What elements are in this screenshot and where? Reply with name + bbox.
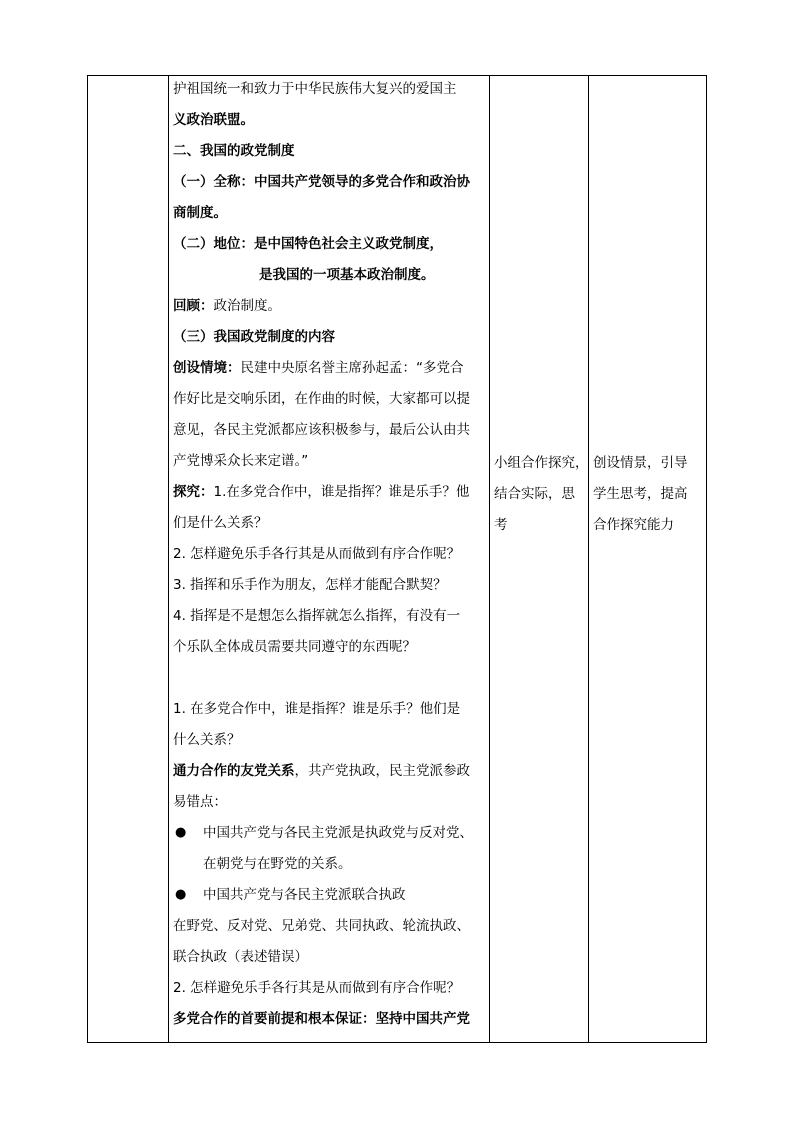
design-intent-line: 合作探究能力 [593,517,674,533]
content-text: 二、我国的政党制度 [173,143,295,159]
content-line [173,483,469,501]
content-text: 2. 怎样避免乐手各行其是从而做到有序合作呢？ [173,980,461,996]
content-line [203,855,352,873]
content-text: 1.在多党合作中，谁是指挥？谁是乐手？他 [213,484,470,500]
content-line [173,297,281,315]
content-line [173,762,470,780]
content-text: 1. 在多党合作中，谁是指挥？谁是乐手？他们是 [173,701,461,717]
content-text: 创设情境： [173,360,241,376]
content-line [173,731,241,749]
content-text: 在朝党与在野党的关系。 [203,856,352,872]
content-line [173,452,308,470]
content-line [173,80,457,98]
bullet-icon: ● [175,825,187,840]
content-line [173,638,416,656]
content-line [173,576,447,594]
content-text: （二）地位：是中国特色社会主义政党制度， [173,236,443,252]
content-line [175,824,473,842]
content-line [175,886,406,904]
column-divider [588,76,589,1042]
student-activity-line: 考 [494,517,508,533]
content-text: 2. 怎样避免乐手各行其是从而做到有序合作呢？ [173,546,461,562]
student-activity-line: 结合实际，思 [494,486,575,502]
content-line [173,235,443,253]
content-text: 在野党、反对党、兄弟党、共同执政、轮流执政、 [173,918,470,934]
content-text: 政治制度。 [213,298,281,314]
content-line [173,204,227,222]
content-line [173,700,460,718]
content-line [173,173,470,191]
content-line [173,793,227,811]
content-text: 4. 指挥是不是想怎么指挥就怎么指挥，有没有一 [173,608,461,624]
content-text: 产党博采众长来定谱。” [173,453,309,469]
content-line [173,111,254,129]
content-text: 作好比是交响乐团，在作曲的时候，大家都可以提 [173,391,470,407]
content-text: 易错点： [173,794,227,810]
content-line [259,266,435,284]
bullet-icon: ● [175,887,187,902]
content-text: 3. 指挥和乐手作为朋友，怎样才能配合默契？ [173,577,447,593]
student-activity-line: 小组合作探究， [494,455,589,471]
content-line [173,1010,470,1028]
teaching-content-cell [173,76,487,1042]
column-divider [168,76,169,1042]
content-text: 中国共产党与各民主党派是执政党与反对党、 [203,825,473,841]
content-text: （一）全称：中国共产党领导的多党合作和政治协 [173,174,470,190]
content-line [173,514,268,532]
content-line [173,948,308,966]
content-line [173,607,460,625]
content-line [173,979,460,997]
content-text: 民建中央原名誉主席孙起孟：“多党合 [240,360,464,376]
content-line [173,359,464,377]
content-text: 中国共产党与各民主党派联合执政 [203,887,406,903]
content-text: 是我国的一项基本政治制度。 [259,267,435,283]
content-text: 多党合作的首要前提和根本保证：坚持中国共产党 [173,1011,470,1027]
column-divider [489,76,490,1042]
content-text: 们是什么关系？ [173,515,268,531]
content-text: 商制度。 [173,205,227,221]
content-text: （三）我国政党制度的内容 [173,329,335,345]
design-intent-line: 创设情景，引导 [593,455,688,471]
lesson-plan-table [87,75,707,1043]
content-line [173,421,470,439]
content-text: 意见，各民主党派都应该积极参与，最后公认由共 [173,422,470,438]
content-line [173,917,470,935]
content-text: 探究： [173,484,214,500]
content-text: 义政治联盟。 [173,112,254,128]
content-text: 回顾： [173,298,214,314]
content-text: 什么关系？ [173,732,241,748]
content-text: 护祖国统一和致力于中华民族伟大复兴的爱国主 [173,81,457,97]
content-text: 联合执政（表述错误） [173,949,308,965]
content-text: ，共产党执政，民主党派参政 [294,763,470,779]
content-line [173,142,295,160]
content-text: 通力合作的友党关系 [173,763,295,779]
content-line [173,390,470,408]
design-intent-line: 学生思考，提高 [593,486,688,502]
content-text: 个乐队全体成员需要共同遵守的东西呢？ [173,639,416,655]
content-line [173,545,460,563]
content-line [173,328,335,346]
